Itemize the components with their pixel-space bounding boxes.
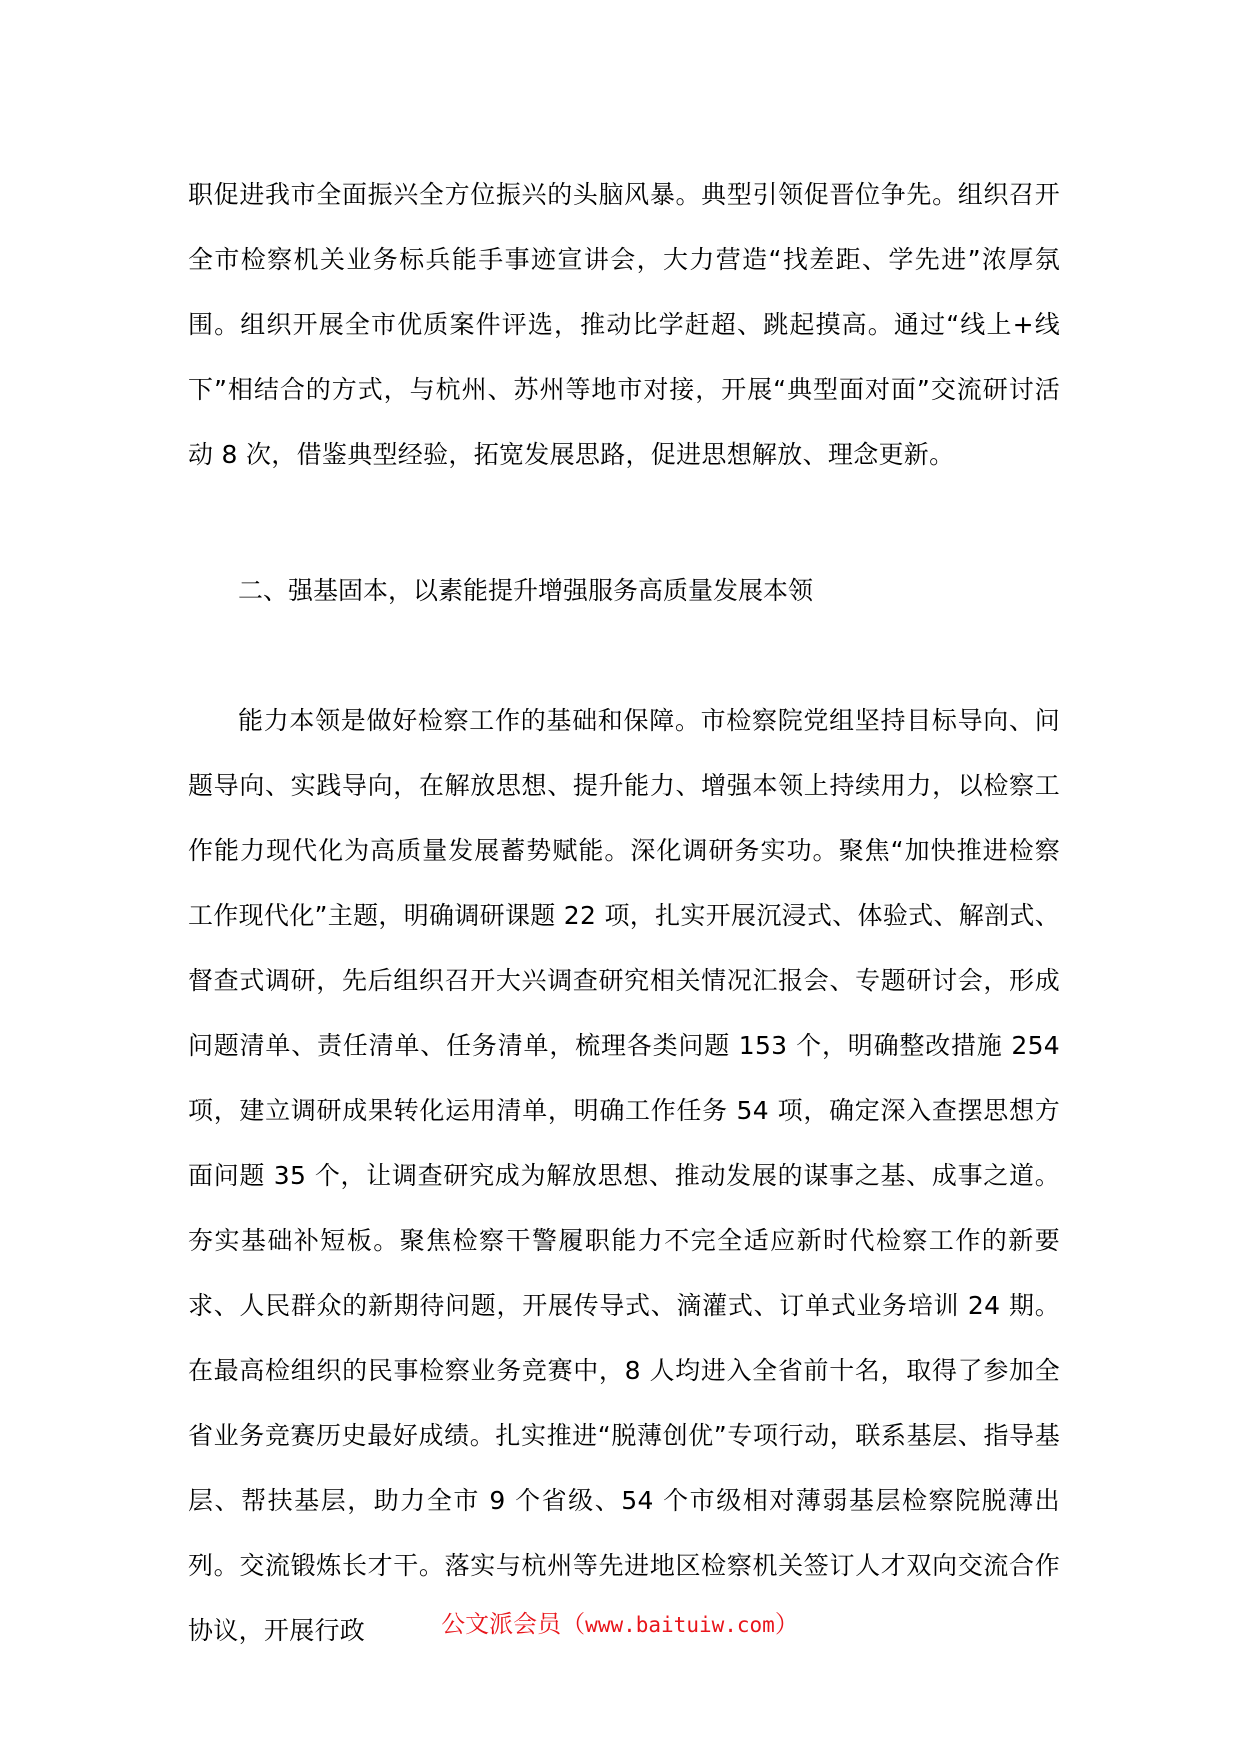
footer-open-paren: （ [561, 1610, 586, 1638]
section-heading: 二、强基固本，以素能提升增强服务高质量发展本领 [238, 576, 814, 605]
footer-brand: 公文派会员 [441, 1610, 562, 1638]
footer-url-link[interactable]: www.baituiw.com [585, 1613, 775, 1637]
footer-close-paren: ） [774, 1610, 799, 1638]
body-paragraph-continued: 职促进我市全面振兴全方位振兴的头脑风暴。典型引领促晋位争先。组织召开全市检察机关业务标兵能手事迹宣讲会，大力营造“找差距、学先进”浓厚氛围。组织开展全市优质案件评选，推动比学赶超、跳起摸高。通过“线上+线下”相结合的方式，与杭州、苏州等地市对接，开展“典型面对面”交流研讨活动 8 次，借鉴典型经验，拓宽发展思路，促进思想解放、理念更新。 [188, 180, 1060, 469]
footer-watermark [0, 1604, 1240, 1645]
body-paragraph-main: 能力本领是做好检察工作的基础和保障。市检察院党组坚持目标导向、问题导向、实践导向，在解放思想、提升能力、增强本领上持续用力，以检察工作能力现代化为高质量发展蓄势赋能。深化调研务实功。聚焦“加快推进检察工作现代化”主题，明确调研课题 22 项，扎实开展沉浸式、体验式、解剖式、督查式调研，先后组织召开大兴调查研究相关情况汇报会、专题研讨会，形成问题清单、责任清单、任务清单，梳理各类问题 153 个，明确整改措施 254 项，建立调研成果转化运用清单，明确工作任务 54 项，确定深入查摆思想方面问题 35 个，让调查研究成为解放思想、推动发展的谋事之基、成事之道。夯实基础补短板。聚焦检察干警履职能力不完全适应新时代检察工作的新要求、人民群众的新期待问题，开展传导式、滴灌式、订单式业务培训 24 期。在最高检组织的民事检察业务竞赛中，8 人均进入全省前十名，取得了参加全省业务竞赛历史最好成绩。扎实推进“脱薄创优”专项行动，联系基层、指导基层、帮扶基层，助力全市 9 个省级、54 个市级相对薄弱基层检察院脱薄出列。交流锻炼长才干。落实与杭州等先进地区检察机关签订人才双向交流合作协议，开展行政 [188, 706, 1060, 1645]
